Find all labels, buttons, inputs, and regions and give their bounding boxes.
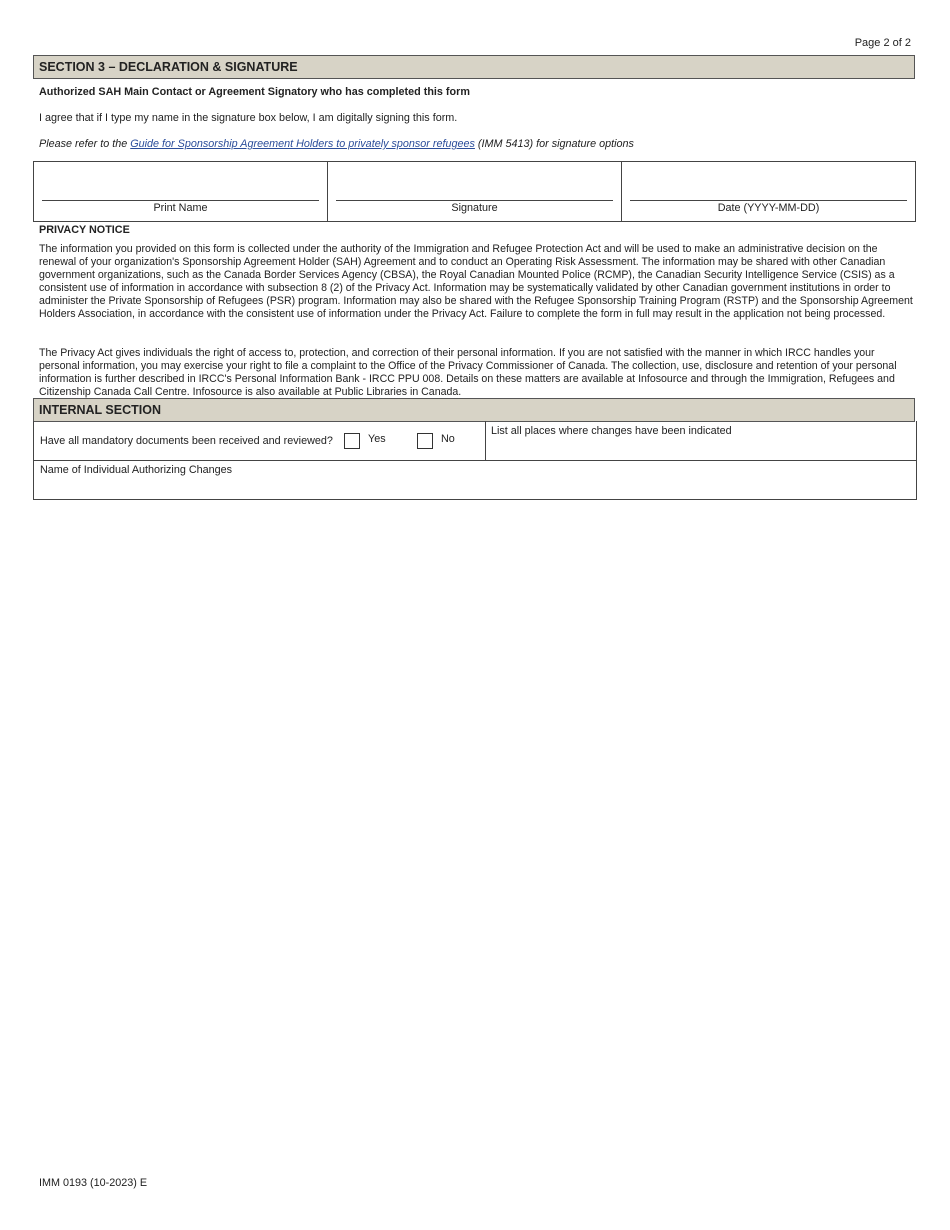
print-name-field[interactable]: [34, 162, 328, 221]
privacy-title: PRIVACY NOTICE: [39, 224, 130, 236]
print-name-label: Print Name: [153, 202, 208, 214]
refer-suffix: (IMM 5413) for signature options: [474, 138, 634, 150]
print-name-line: [42, 200, 319, 201]
signature-field[interactable]: [328, 162, 622, 221]
section3-subtitle: Authorized SAH Main Contact or Agreement Signatory who has completed this form: [39, 86, 470, 98]
date-field[interactable]: [622, 162, 915, 221]
page-number: Page 2 of 2: [854, 37, 911, 49]
signature-table: [33, 161, 916, 222]
privacy-paragraph-1: The information you provided on this form is collected under the authority of the Immigration and Refugee Protection Act and will be used to make an administrative decision on the renewal of your organization's Sponsorship Agreement Holder (SAH) Agreement and to conduct an Operating Risk Assessment. The information may be shared with other Canadian government organizations, such as the Canada Border Services Agency (CBSA), the Royal Canadian Mounted Police (RCMP), the Canadian Security Intelligence Service (CSIS) as a consistent use of information in accordance with subsection 8 (2) of the Privacy Act. Information may be systematically validated by other Canadian government institutions in order to administer the Private Sponsorship of Refugees (PSR) program. Information may also be shared with the Refugee Sponsorship Training Program (RSTP) and the Sponsorship Agreement Holders Association, in accordance with the consistent use of information under the Privacy Act. Failure to complete the form in full may result in the application not being processed.: [39, 243, 913, 320]
refer-prefix: Please refer to the: [39, 138, 131, 150]
signature-label: Signature: [451, 202, 498, 214]
signature-line: [336, 200, 613, 201]
guide-link[interactable]: Guide for Sponsorship Agreement Holders to privately sponsor refugees: [130, 138, 475, 150]
documents-question: Have all mandatory documents been received and reviewed?: [40, 435, 333, 447]
internal-row-documents: [33, 421, 917, 461]
form-code-footer: IMM 0193 (10-2023) E: [39, 1177, 148, 1189]
yes-label: Yes: [368, 433, 386, 445]
authorizing-name-field[interactable]: [33, 460, 917, 500]
internal-section-header: INTERNAL SECTION: [33, 398, 915, 422]
internal-row-divider: [485, 421, 486, 460]
yes-checkbox[interactable]: [344, 433, 360, 449]
no-checkbox[interactable]: [417, 433, 433, 449]
no-label: No: [441, 433, 455, 445]
date-line: [630, 200, 907, 201]
refer-text: [39, 138, 634, 150]
changes-field-label: List all places where changes have been indicated: [491, 425, 732, 437]
date-label: Date (YYYY-MM-DD): [717, 202, 820, 214]
privacy-paragraph-2: The Privacy Act gives individuals the right of access to, protection, and correction of their personal information. If you are not satisfied with the manner in which IRCC handles your personal information, you may exercise your right to file a complaint to the Office of the Privacy Commissioner of Canada. The collection, use, disclosure and retention of your personal information is further described in IRCC's Personal Information Bank - IRCC PPU 008. Details on these matters are available at Infosource and through the Immigration, Refugees and Citizenship Canada Call Centre. Infosource is also available at Public Libraries in Canada.: [39, 347, 897, 398]
agreement-text: I agree that if I type my name in the signature box below, I am digitally signing this form.: [39, 112, 458, 124]
section3-header: SECTION 3 – DECLARATION & SIGNATURE: [33, 55, 915, 79]
authorizing-name-label: Name of Individual Authorizing Changes: [40, 464, 233, 476]
